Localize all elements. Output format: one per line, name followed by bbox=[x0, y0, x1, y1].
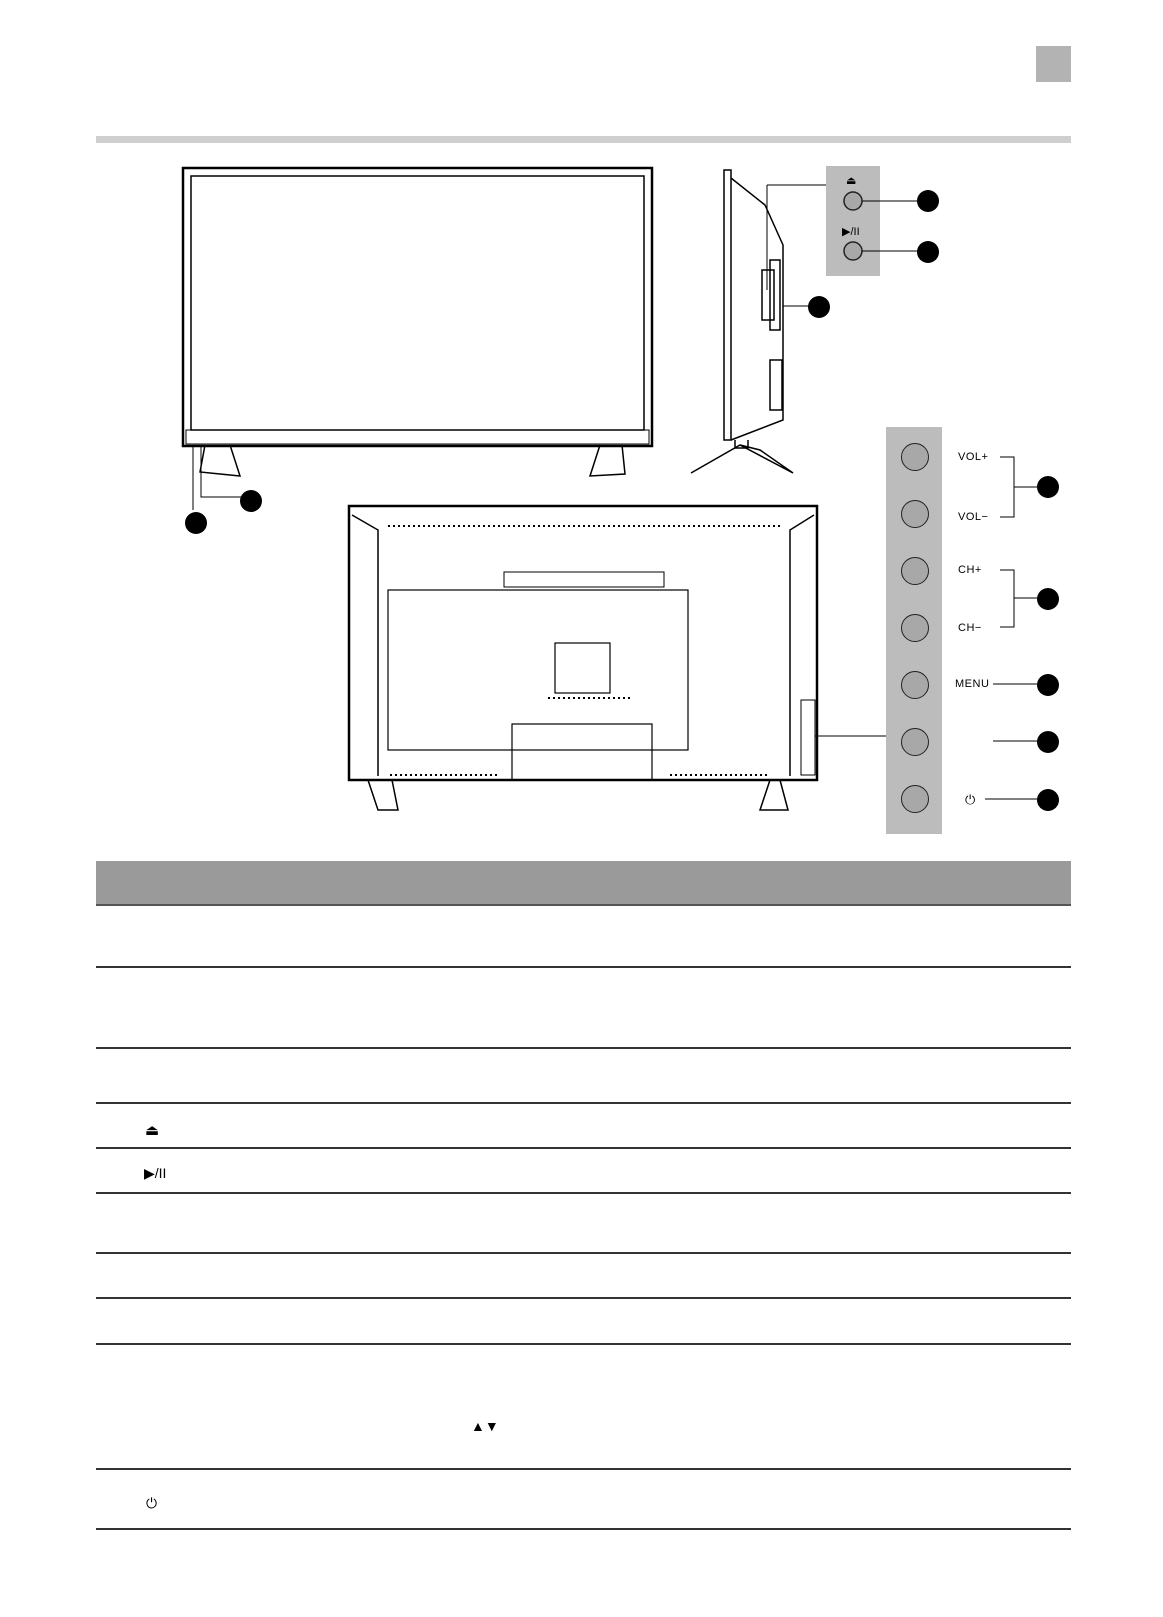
table-row-divider bbox=[96, 1147, 1071, 1149]
menu-button[interactable] bbox=[901, 671, 929, 699]
table-row-divider bbox=[96, 1528, 1071, 1530]
vol-minus-label: VOL− bbox=[958, 511, 989, 523]
power-icon: ⏻ bbox=[965, 792, 976, 807]
ch-minus-button[interactable] bbox=[901, 614, 929, 642]
tv-back-view bbox=[349, 506, 896, 810]
table-header bbox=[96, 861, 1071, 906]
table-row-divider bbox=[96, 1102, 1071, 1104]
tv-side-view bbox=[691, 170, 826, 473]
callout-marker bbox=[808, 296, 830, 318]
table-row-divider bbox=[96, 1047, 1071, 1049]
callout-marker bbox=[917, 241, 939, 263]
table-row-divider bbox=[96, 1297, 1071, 1299]
callout-marker bbox=[1037, 588, 1059, 610]
callout-marker bbox=[1037, 476, 1059, 498]
play-pause-icon: ▶/II bbox=[842, 226, 860, 238]
ch-plus-button[interactable] bbox=[901, 557, 929, 585]
table-row-divider bbox=[96, 966, 1071, 968]
vol-minus-button[interactable] bbox=[901, 500, 929, 528]
vent-slots bbox=[388, 526, 780, 775]
callout-marker bbox=[1037, 789, 1059, 811]
eject-icon: ⏏ bbox=[846, 175, 857, 187]
table-row-divider bbox=[96, 1192, 1071, 1194]
callout-marker bbox=[917, 190, 939, 212]
eject-icon: ⏏ bbox=[145, 1122, 160, 1139]
vol-plus-label: VOL+ bbox=[958, 451, 989, 463]
source-button[interactable] bbox=[901, 728, 929, 756]
menu-label: MENU bbox=[955, 678, 990, 690]
ch-plus-label: CH+ bbox=[958, 564, 982, 576]
callout-marker bbox=[185, 512, 207, 534]
ch-minus-label: CH− bbox=[958, 622, 982, 634]
play-pause-icon: ▶/II bbox=[144, 1165, 167, 1181]
table-row-divider bbox=[96, 1343, 1071, 1345]
power-icon: ⏻ bbox=[146, 1495, 158, 1511]
callout-marker bbox=[1037, 674, 1059, 696]
table-row-divider bbox=[96, 1468, 1071, 1470]
tv-front-view bbox=[183, 168, 652, 510]
vol-plus-button[interactable] bbox=[901, 443, 929, 471]
callout-marker bbox=[240, 490, 262, 512]
table-row-divider bbox=[96, 1252, 1071, 1254]
power-button[interactable] bbox=[901, 785, 929, 813]
callout-marker bbox=[1037, 731, 1059, 753]
up-down-arrows-icon: ▲▼ bbox=[471, 1418, 499, 1434]
